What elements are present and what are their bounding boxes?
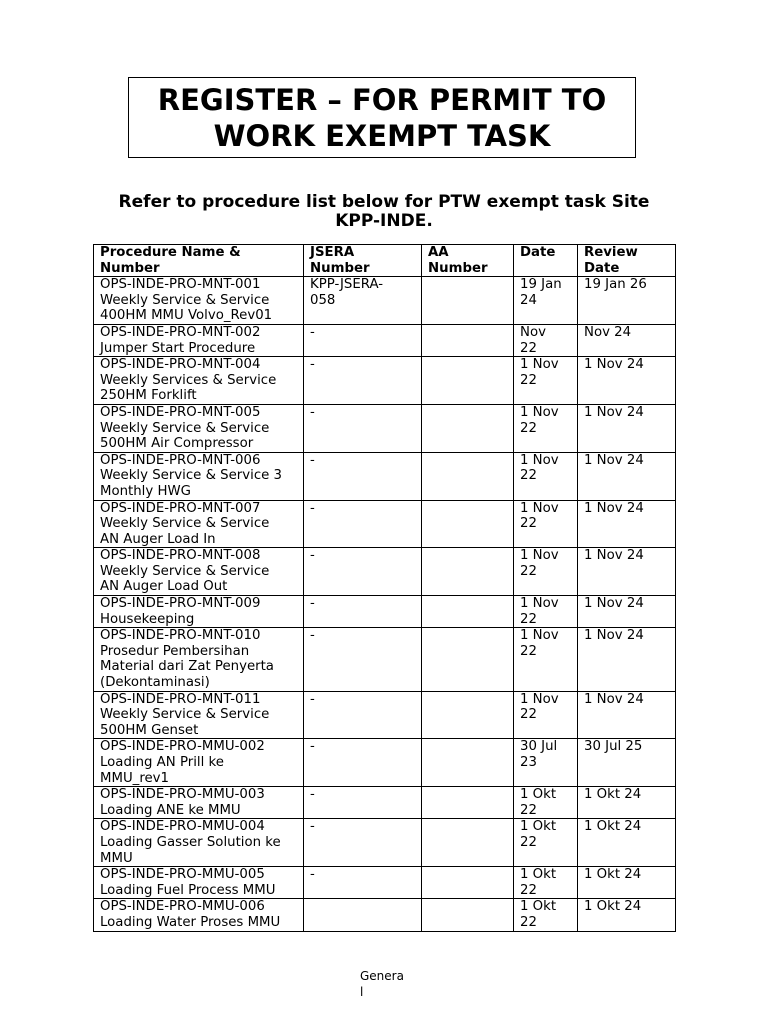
cell-date: 1 Nov 22 — [514, 548, 578, 596]
cell-jsera-number: - — [304, 787, 422, 819]
cell-jsera-number — [304, 899, 422, 931]
cell-review-date: 1 Okt 24 — [578, 899, 676, 931]
cell-procedure-name: OPS-INDE-PRO-MNT-004 Weekly Services & Service 250HM Forklift — [94, 357, 304, 405]
cell-jsera-number: - — [304, 548, 422, 596]
table-row — [94, 596, 676, 628]
cell-date: 19 Jan 24 — [514, 277, 578, 325]
header-aa-number: AA Number — [422, 245, 514, 277]
cell-review-date: 1 Nov 24 — [578, 691, 676, 739]
cell-jsera-number: KPP-JSERA- 058 — [304, 277, 422, 325]
table-row — [94, 899, 676, 931]
cell-date: 1 Nov 22 — [514, 500, 578, 548]
cell-aa-number — [422, 819, 514, 867]
table-row — [94, 452, 676, 500]
cell-jsera-number: - — [304, 452, 422, 500]
document-title: REGISTER – FOR PERMIT TO WORK EXEMPT TASK — [157, 82, 607, 153]
table-row — [94, 787, 676, 819]
cell-jsera-number: - — [304, 628, 422, 691]
cell-aa-number — [422, 628, 514, 691]
footer-classification: Genera l — [360, 969, 404, 999]
cell-jsera-number: - — [304, 867, 422, 899]
cell-date: 30 Jul 23 — [514, 739, 578, 787]
table-row — [94, 548, 676, 596]
cell-procedure-name: OPS-INDE-PRO-MMU-005 Loading Fuel Process MMU — [94, 867, 304, 899]
header-jsera-number: JSERA Number — [304, 245, 422, 277]
cell-jsera-number: - — [304, 500, 422, 548]
cell-procedure-name: OPS-INDE-PRO-MNT-007 Weekly Service & Service AN Auger Load In — [94, 500, 304, 548]
cell-review-date: 1 Nov 24 — [578, 357, 676, 405]
document-title-box — [128, 77, 636, 158]
table-row — [94, 691, 676, 739]
header-procedure-name: Procedure Name & Number — [94, 245, 304, 277]
cell-review-date: Nov 24 — [578, 324, 676, 356]
cell-date: 1 Okt 22 — [514, 819, 578, 867]
cell-date: 1 Nov 22 — [514, 628, 578, 691]
cell-procedure-name: OPS-INDE-PRO-MNT-006 Weekly Service & Service 3 Monthly HWG — [94, 452, 304, 500]
cell-review-date: 30 Jul 25 — [578, 739, 676, 787]
cell-procedure-name: OPS-INDE-PRO-MNT-008 Weekly Service & Service AN Auger Load Out — [94, 548, 304, 596]
table-row — [94, 277, 676, 325]
cell-aa-number — [422, 867, 514, 899]
cell-review-date: 1 Nov 24 — [578, 548, 676, 596]
cell-date: 1 Nov 22 — [514, 357, 578, 405]
cell-aa-number — [422, 739, 514, 787]
cell-aa-number — [422, 899, 514, 931]
cell-aa-number — [422, 404, 514, 452]
cell-date: 1 Okt 22 — [514, 787, 578, 819]
cell-review-date: 1 Nov 24 — [578, 628, 676, 691]
cell-jsera-number: - — [304, 357, 422, 405]
cell-procedure-name: OPS-INDE-PRO-MNT-011 Weekly Service & Service 500HM Genset — [94, 691, 304, 739]
cell-procedure-name: OPS-INDE-PRO-MNT-009 Housekeeping — [94, 596, 304, 628]
cell-aa-number — [422, 357, 514, 405]
cell-review-date: 1 Nov 24 — [578, 500, 676, 548]
cell-date: 1 Nov 22 — [514, 596, 578, 628]
cell-date: 1 Nov 22 — [514, 691, 578, 739]
table-row — [94, 404, 676, 452]
table-row — [94, 357, 676, 405]
cell-aa-number — [422, 277, 514, 325]
cell-procedure-name: OPS-INDE-PRO-MMU-004 Loading Gasser Solution ke MMU — [94, 819, 304, 867]
cell-jsera-number: - — [304, 691, 422, 739]
cell-jsera-number: - — [304, 404, 422, 452]
cell-aa-number — [422, 324, 514, 356]
cell-jsera-number: - — [304, 596, 422, 628]
procedure-register-table — [93, 244, 676, 932]
cell-procedure-name: OPS-INDE-PRO-MNT-001 Weekly Service & Service 400HM MMU Volvo_Rev01 — [94, 277, 304, 325]
cell-procedure-name: OPS-INDE-PRO-MNT-002 Jumper Start Procedure — [94, 324, 304, 356]
cell-aa-number — [422, 500, 514, 548]
cell-review-date: 1 Okt 24 — [578, 819, 676, 867]
cell-date: 1 Nov 22 — [514, 452, 578, 500]
cell-aa-number — [422, 691, 514, 739]
cell-date: Nov 22 — [514, 324, 578, 356]
table-body — [94, 277, 676, 931]
cell-procedure-name: OPS-INDE-PRO-MMU-003 Loading ANE ke MMU — [94, 787, 304, 819]
table-row — [94, 500, 676, 548]
cell-date: 1 Okt 22 — [514, 899, 578, 931]
table-row — [94, 628, 676, 691]
cell-jsera-number: - — [304, 739, 422, 787]
cell-aa-number — [422, 548, 514, 596]
cell-review-date: 1 Nov 24 — [578, 404, 676, 452]
cell-aa-number — [422, 787, 514, 819]
document-subtitle: Refer to procedure list below for PTW exempt task Site KPP-INDE. — [118, 192, 650, 231]
cell-procedure-name: OPS-INDE-PRO-MNT-005 Weekly Service & Service 500HM Air Compressor — [94, 404, 304, 452]
table-row — [94, 819, 676, 867]
table-header-row — [94, 245, 676, 277]
cell-jsera-number: - — [304, 819, 422, 867]
cell-date: 1 Okt 22 — [514, 867, 578, 899]
table-row — [94, 867, 676, 899]
cell-procedure-name: OPS-INDE-PRO-MNT-010 Prosedur Pembersihan Material dari Zat Penyerta (Dekontaminasi) — [94, 628, 304, 691]
cell-review-date: 1 Okt 24 — [578, 867, 676, 899]
table-row — [94, 739, 676, 787]
header-date: Date — [514, 245, 578, 277]
cell-jsera-number: - — [304, 324, 422, 356]
cell-review-date: 1 Nov 24 — [578, 452, 676, 500]
cell-review-date: 1 Nov 24 — [578, 596, 676, 628]
cell-review-date: 19 Jan 26 — [578, 277, 676, 325]
table-row — [94, 324, 676, 356]
cell-date: 1 Nov 22 — [514, 404, 578, 452]
cell-review-date: 1 Okt 24 — [578, 787, 676, 819]
cell-procedure-name: OPS-INDE-PRO-MMU-002 Loading AN Prill ke MMU_rev1 — [94, 739, 304, 787]
cell-aa-number — [422, 596, 514, 628]
header-review-date: Review Date — [578, 245, 676, 277]
cell-procedure-name: OPS-INDE-PRO-MMU-006 Loading Water Proses MMU — [94, 899, 304, 931]
cell-aa-number — [422, 452, 514, 500]
